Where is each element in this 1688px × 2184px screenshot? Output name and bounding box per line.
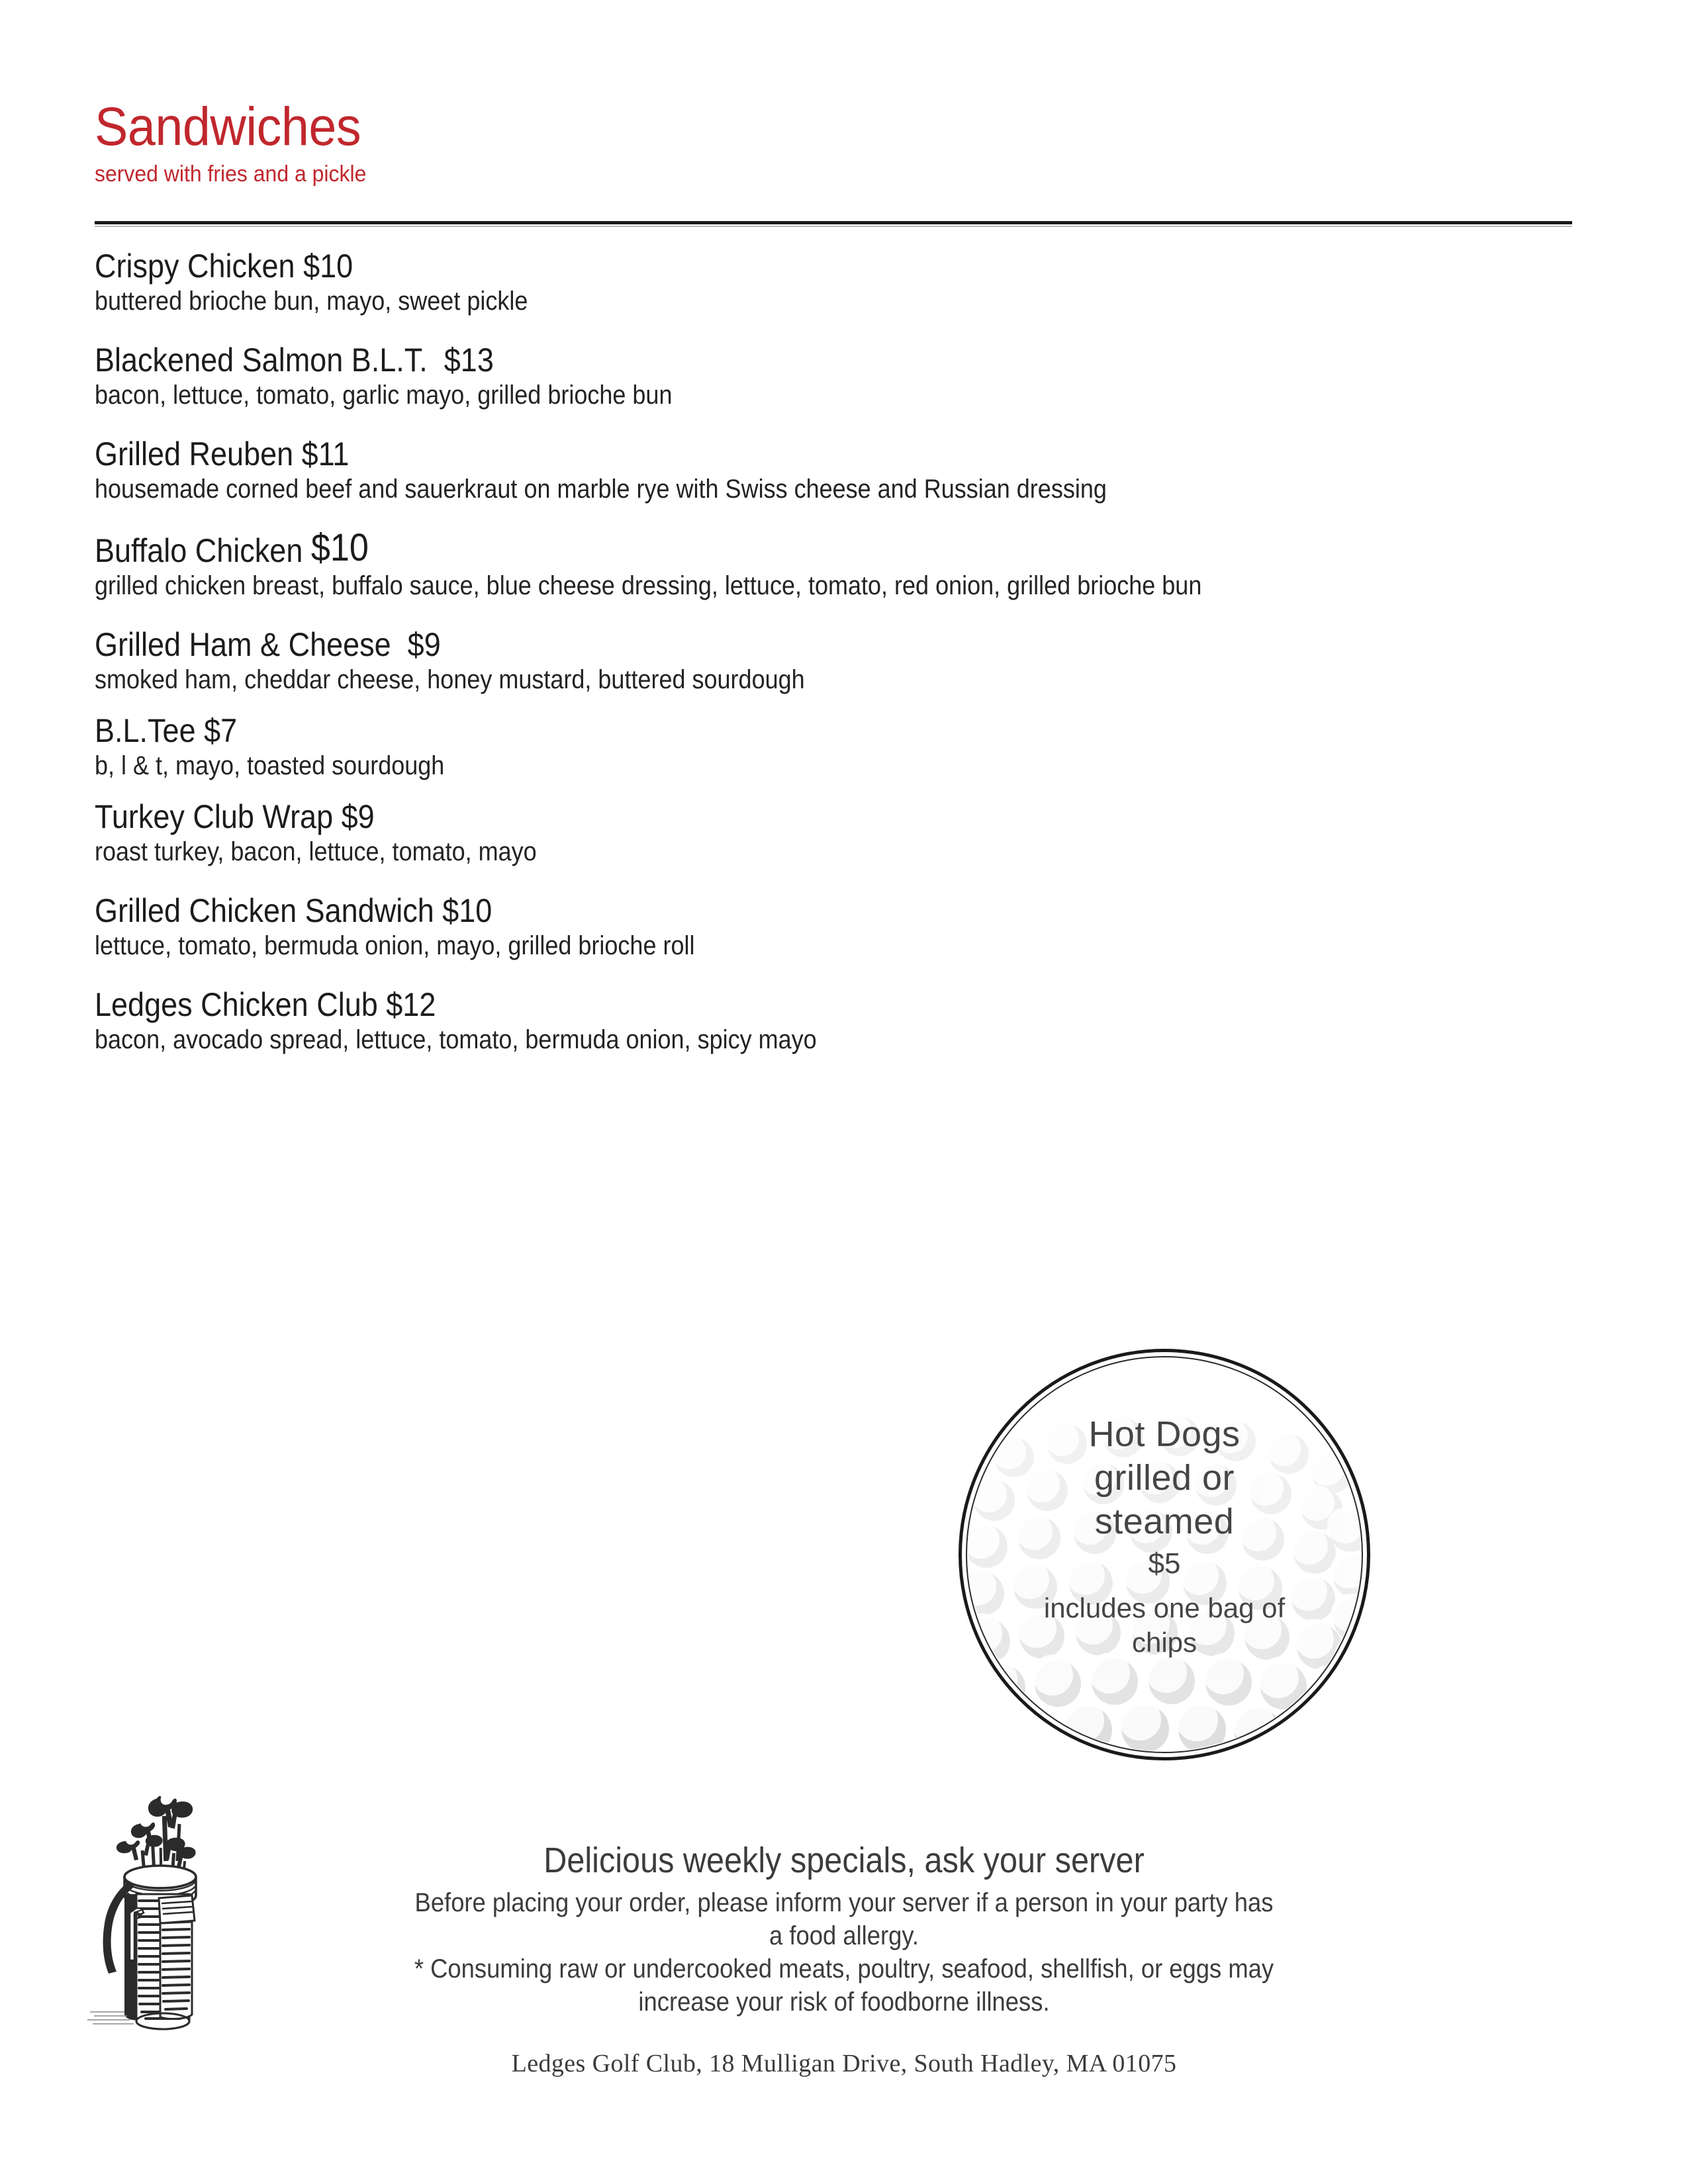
menu-item (95, 711, 1577, 782)
footer-block (248, 1839, 1440, 2079)
menu-item (95, 891, 1577, 962)
menu-item-name: Grilled Chicken Sandwich $10 (95, 892, 492, 929)
menu-item (95, 985, 1577, 1056)
menu-item-name: Grilled Ham & Cheese $9 (95, 626, 441, 663)
menu-item-name: B.L.Tee $7 (95, 712, 238, 749)
allergy-notice-line1: Before placing your order, please inform your server if a person in your party has (414, 1888, 1274, 1917)
page-title: Sandwiches (95, 97, 361, 157)
menu-item (95, 434, 1577, 506)
section-header (95, 98, 1577, 188)
divider-thick-rule (95, 221, 1572, 224)
menu-item-description: lettuce, tomato, bermuda onion, mayo, grilled brioche roll (95, 931, 695, 960)
menu-item-name: Turkey Club Wrap $9 (95, 798, 375, 835)
menu-item (95, 246, 1577, 318)
menu-item (95, 528, 1577, 602)
menu-item (95, 797, 1577, 868)
menu-item-description: buttered brioche bun, mayo, sweet pickle (95, 287, 528, 316)
menu-item-description: bacon, lettuce, tomato, garlic mayo, grilled brioche bun (95, 381, 673, 410)
hotdogs-note-line1: includes one bag of (1043, 1592, 1286, 1623)
header-divider (95, 221, 1572, 227)
golf-bag-icon (78, 1787, 244, 2032)
hotdogs-price: $5 (1148, 1547, 1181, 1580)
raw-food-notice-line2: increase your risk of foodborne illness. (638, 1987, 1050, 2017)
hotdogs-label: Hot Dogs (1088, 1414, 1241, 1454)
menu-item-name-text: Buffalo Chicken (95, 532, 311, 569)
allergy-notice-line2: a food allergy. (769, 1921, 919, 1950)
menu-item-list (95, 246, 1577, 1079)
menu-item-description: bacon, avocado spread, lettuce, tomato, bermuda onion, spicy mayo (95, 1025, 817, 1054)
menu-item-description: roast turkey, bacon, lettuce, tomato, mayo (95, 837, 537, 866)
menu-item-description: housemade corned beef and sauerkraut on marble rye with Swiss cheese and Russian dressing (95, 475, 1107, 504)
menu-item-description: b, l & t, mayo, toasted sourdough (95, 751, 445, 780)
address-line: Ledges Golf Club, 18 Mulligan Drive, South Hadley, MA 01075 (511, 2050, 1177, 2077)
menu-item-name: Crispy Chicken $10 (95, 248, 353, 285)
menu-item-description: grilled chicken breast, buffalo sauce, blue cheese dressing, lettuce, tomato, red onion, grilled brioche bun (95, 571, 1202, 600)
weekly-specials-line: Delicious weekly specials, ask your server (543, 1841, 1145, 1880)
golf-ball-text (959, 1412, 1370, 1660)
menu-item (95, 340, 1577, 412)
section-subtitle: served with fries and a pickle (95, 161, 367, 187)
divider-thin-rule (95, 226, 1572, 227)
menu-item-name: Grilled Reuben $11 (95, 435, 350, 473)
menu-item-price: $10 (310, 526, 369, 569)
hotdogs-prep-line2: steamed (1094, 1502, 1235, 1541)
hotdogs-note-line2: chips (1131, 1627, 1197, 1658)
hotdogs-prep-line1: grilled or (1094, 1458, 1235, 1498)
menu-item-name (95, 528, 1429, 570)
golf-ball-callout (959, 1349, 1370, 1760)
menu-item-name: Ledges Chicken Club $12 (95, 986, 436, 1023)
menu-item-description: smoked ham, cheddar cheese, honey mustard, buttered sourdough (95, 665, 805, 694)
raw-food-notice-line1: * Consuming raw or undercooked meats, poultry, seafood, shellfish, or eggs may (414, 1954, 1274, 1983)
menu-item-name: Blackened Salmon B.L.T. $13 (95, 341, 494, 379)
menu-item (95, 625, 1577, 696)
